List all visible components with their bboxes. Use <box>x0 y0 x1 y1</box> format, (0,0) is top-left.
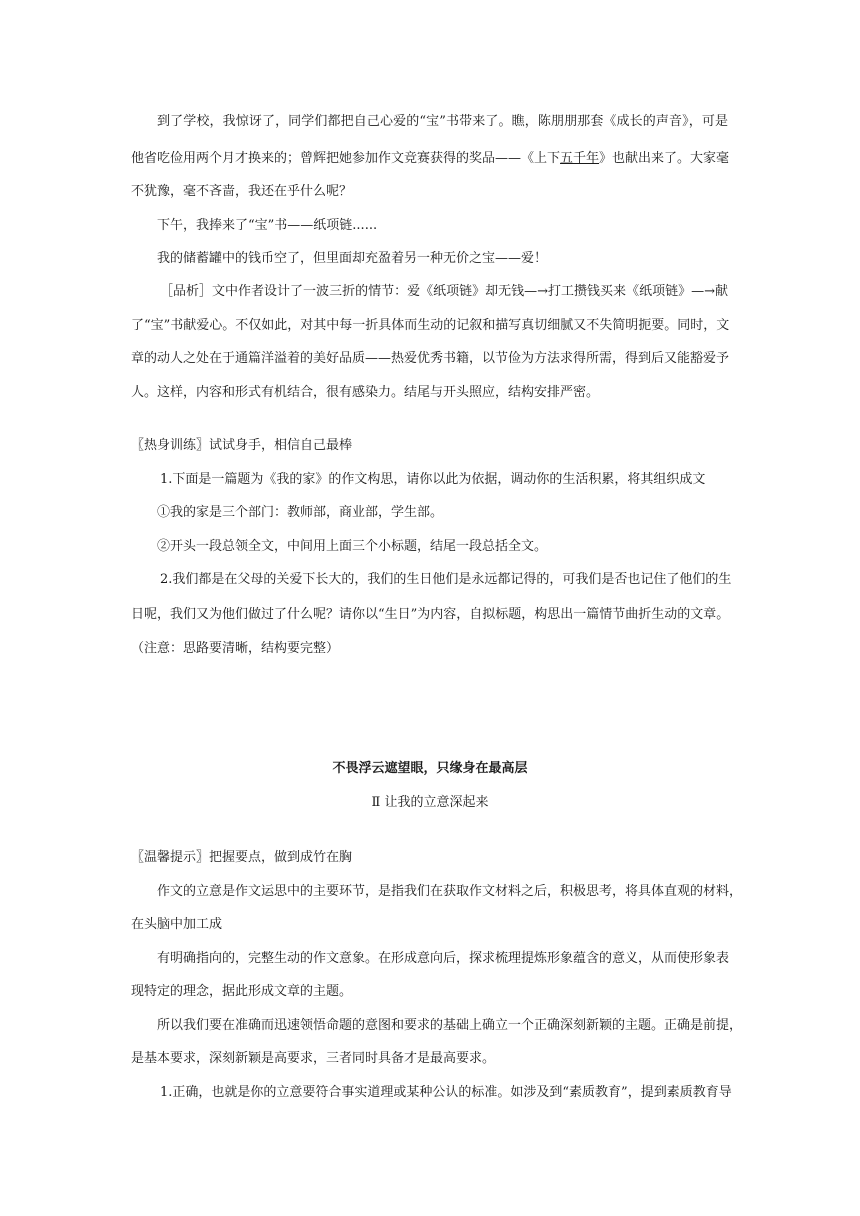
section-subtitle: Ⅱ 让我的立意深起来 <box>371 795 489 810</box>
paragraph-line: 所以我们要在准确而迅速领悟命题的意图和要求的基础上确立一个正确深刻新颖的主题。正确是前提， <box>157 1018 743 1033</box>
paragraph-line: 1.正确，也就是你的立意要符合事实道理或某种公认的标准。如涉及到“素质教育”，提到素质教育导 <box>160 1085 732 1100</box>
section-title: 不畏浮云遮望眼，只缘身在最高层 <box>332 761 528 776</box>
paragraph-line: 到了学校，我惊讶了，同学们都把自己心爱的“宝”书带来了。瞧，陈朋朋那套《成长的声音》，可是 <box>157 114 728 129</box>
question-note: （注意：思路要清晰，结构要完整） <box>131 641 340 656</box>
question-line: 1.下面是一篇题为《我的家》的作文构思，请你以此为依据，调动你的生活积累，将其组织成文 <box>160 472 706 487</box>
section-heading: 〖热身训练〗试试身手，相信自己最棒 <box>131 438 353 453</box>
paragraph-line: 有明确指向的，完整生动的作文意象。在形成意向后，探求梳理提炼形象蕴含的意义，从而使形象表 <box>157 951 730 966</box>
analysis-line: 了“宝”书献爱心。不仅如此，对其中每一折具体而生动的记叙和描写真切细腻又不失简明扼要。同时，文 <box>131 318 730 333</box>
text-run: 他省吃俭用两个月才换来的；曾辉把她参加作文竞赛获得的奖品——《上下 <box>131 151 561 166</box>
question-line: 日呢，我们又为他们做过了什么呢？请你以“生日”为内容，自拟标题，构思出一篇情节曲折生动的文章。 <box>131 607 730 622</box>
tip-heading: 〖温馨提示〗把握要点，做到成竹在胸 <box>131 850 353 865</box>
analysis-line: 人。这样，内容和形式有机结合，很有感染力。结尾与开头照应，结构安排严密。 <box>131 385 600 400</box>
paragraph-line <box>131 150 728 168</box>
paragraph-line: 现特定的理念，据此形成文章的主题。 <box>131 984 353 999</box>
analysis-line: ［品析］文中作者设计了一波三折的情节：爱《纸项链》却无钱—→打工攒钱买来《纸项链》—→献 <box>160 284 728 299</box>
paragraph-line: 下午，我捧来了“宝”书——纸项链...... <box>157 218 378 233</box>
paragraph-line: 在头脑中加工成 <box>131 917 223 932</box>
paragraph-line: 是基本要求，深刻新颖是高要求，三者同时具备才是最高要求。 <box>131 1051 496 1066</box>
question-line: 2.我们都是在父母的关爱下长大的，我们的生日他们是永远都记得的，可我们是否也记住了他们的生 <box>160 572 732 587</box>
paragraph-line: 我的储蓄罐中的钱币空了，但里面却充盈着另一种无价之宝——爱！ <box>157 251 548 266</box>
text-run: 》也献出来了。大家毫 <box>599 151 730 166</box>
question-item: ②开头一段总领全文，中间用上面三个小标题，结尾一段总括全文。 <box>157 539 548 554</box>
analysis-line: 章的动人之处在于通篇洋溢着的美好品质——热爱优秀书籍，以节俭为方法求得所需，得到后又能豁爱予 <box>131 351 730 366</box>
question-item: ①我的家是三个部门：教师部，商业部，学生部。 <box>157 505 444 520</box>
paragraph-line: 不犹豫，毫不吝啬，我还在乎什么呢？ <box>131 184 353 199</box>
paragraph-line: 作文的立意是作文运思中的主要环节，是指我们在获取作文材料之后，积极思考，将具体直观的材料， <box>157 884 743 899</box>
underlined-text: 五千年 <box>560 151 600 166</box>
